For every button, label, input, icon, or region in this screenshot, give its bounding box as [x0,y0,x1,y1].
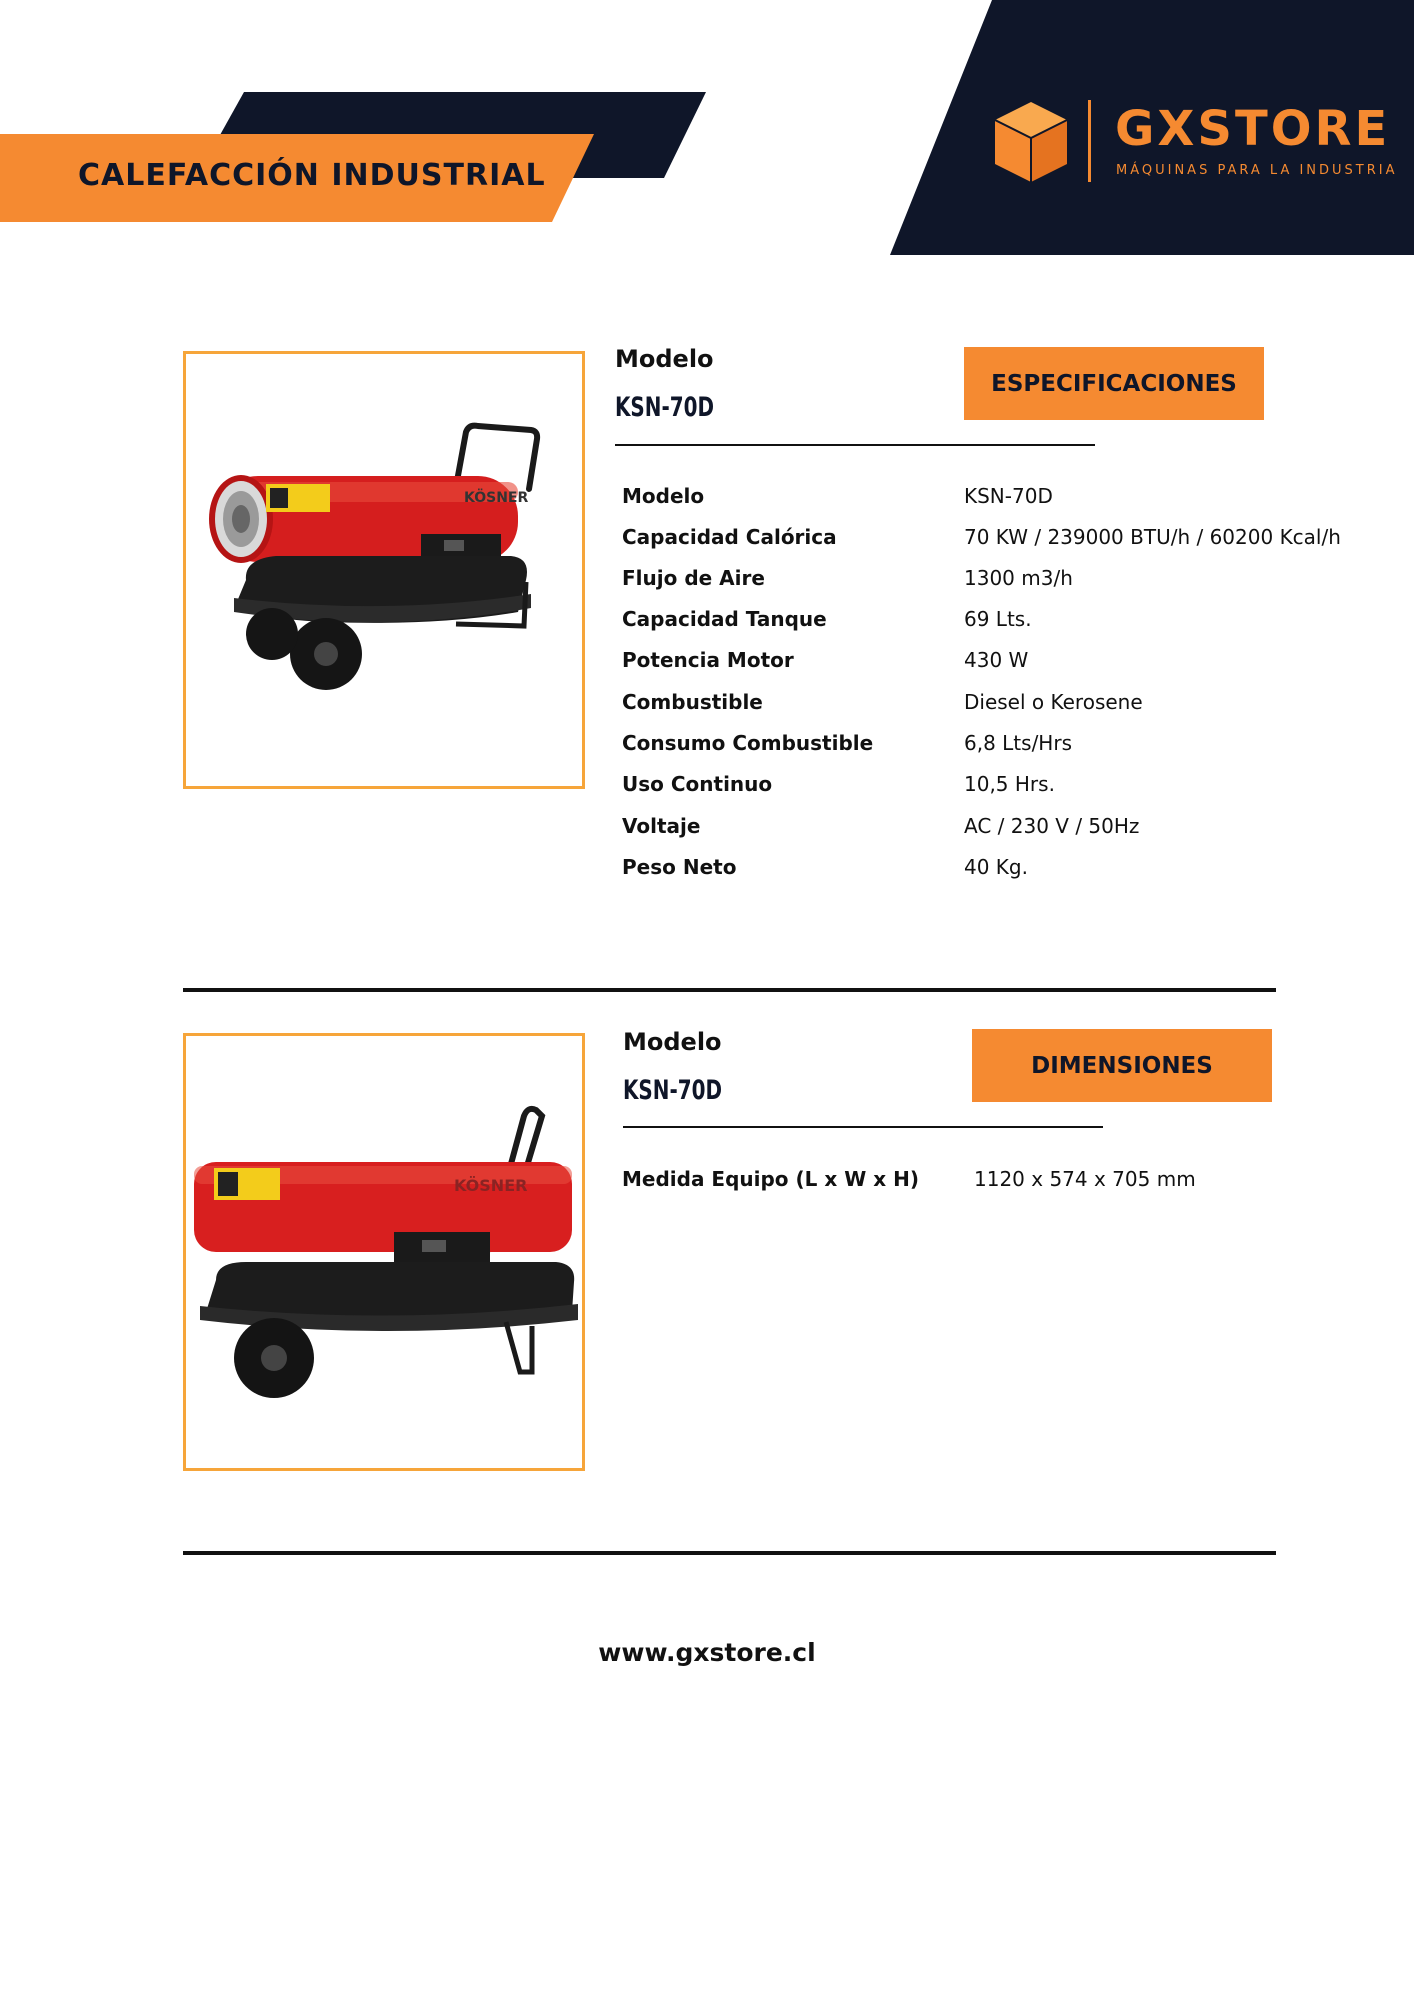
brand-tagline: MÁQUINAS PARA LA INDUSTRIA [1116,163,1398,178]
spec-value: Diesel o Kerosene [964,690,1143,714]
brand-logo-text: GXSTORE [1115,101,1391,157]
spec-key: Capacidad Tanque [622,607,827,631]
brand-separator [1088,100,1091,182]
spec-row [622,690,1382,730]
category-title: CALEFACCIÓN INDUSTRIAL [78,158,546,193]
spec-key: Modelo [622,484,705,508]
product-side-image-frame [183,1033,585,1471]
spec-row [622,731,1382,771]
spec-value: 10,5 Hrs. [964,772,1055,796]
spec-row [622,525,1382,565]
model-code: KSN-70D [623,1075,722,1106]
spec-key: Uso Continuo [622,772,773,796]
spec-value: 69 Lts. [964,607,1032,631]
dimensions-badge: DIMENSIONES [972,1029,1272,1102]
heater-side-photo [186,1036,582,1468]
product-image-frame [183,351,585,789]
spec-key: Consumo Combustible [622,731,874,755]
spec-key: Flujo de Aire [622,566,765,590]
heater-product-photo [186,354,582,786]
spec-key: Combustible [622,690,763,714]
spec-row [622,484,1382,524]
spec-value: 1300 m3/h [964,566,1073,590]
spec-row [622,648,1382,688]
model-code: KSN-70D [615,392,714,423]
model-label: Modelo [623,1028,722,1056]
spec-key: Voltaje [622,814,701,838]
spec-value: 70 KW / 239000 BTU/h / 60200 Kcal/h [964,525,1341,549]
spec-row [622,814,1382,854]
spec-value: AC / 230 V / 50Hz [964,814,1140,838]
product-brand-mark: KÖSNER [464,490,529,506]
product-brand-mark: KÖSNER [454,1176,528,1195]
spec-value: 40 Kg. [964,855,1028,879]
section-divider [183,1551,1276,1555]
header-banner [0,0,740,260]
footer-website-link[interactable]: www.gxstore.cl [598,1638,816,1667]
spec-value: 430 W [964,648,1029,672]
model-label: Modelo [615,345,714,373]
dimension-key: Medida Equipo (L x W x H) [622,1167,919,1191]
specs-badge: ESPECIFICACIONES [964,347,1264,420]
dimension-value: 1120 x 574 x 705 mm [974,1167,1196,1191]
spec-row [622,772,1382,812]
cube-icon [993,100,1069,184]
model-underline [623,1126,1103,1128]
model-underline [615,444,1095,446]
spec-key: Peso Neto [622,855,737,879]
spec-value: 6,8 Lts/Hrs [964,731,1072,755]
section-divider [183,988,1276,992]
dimension-row [622,1167,1382,1207]
spec-key: Potencia Motor [622,648,794,672]
spec-row [622,566,1382,606]
spec-key: Capacidad Calórica [622,525,837,549]
spec-row [622,855,1382,895]
spec-row [622,607,1382,647]
spec-value: KSN-70D [964,484,1053,508]
